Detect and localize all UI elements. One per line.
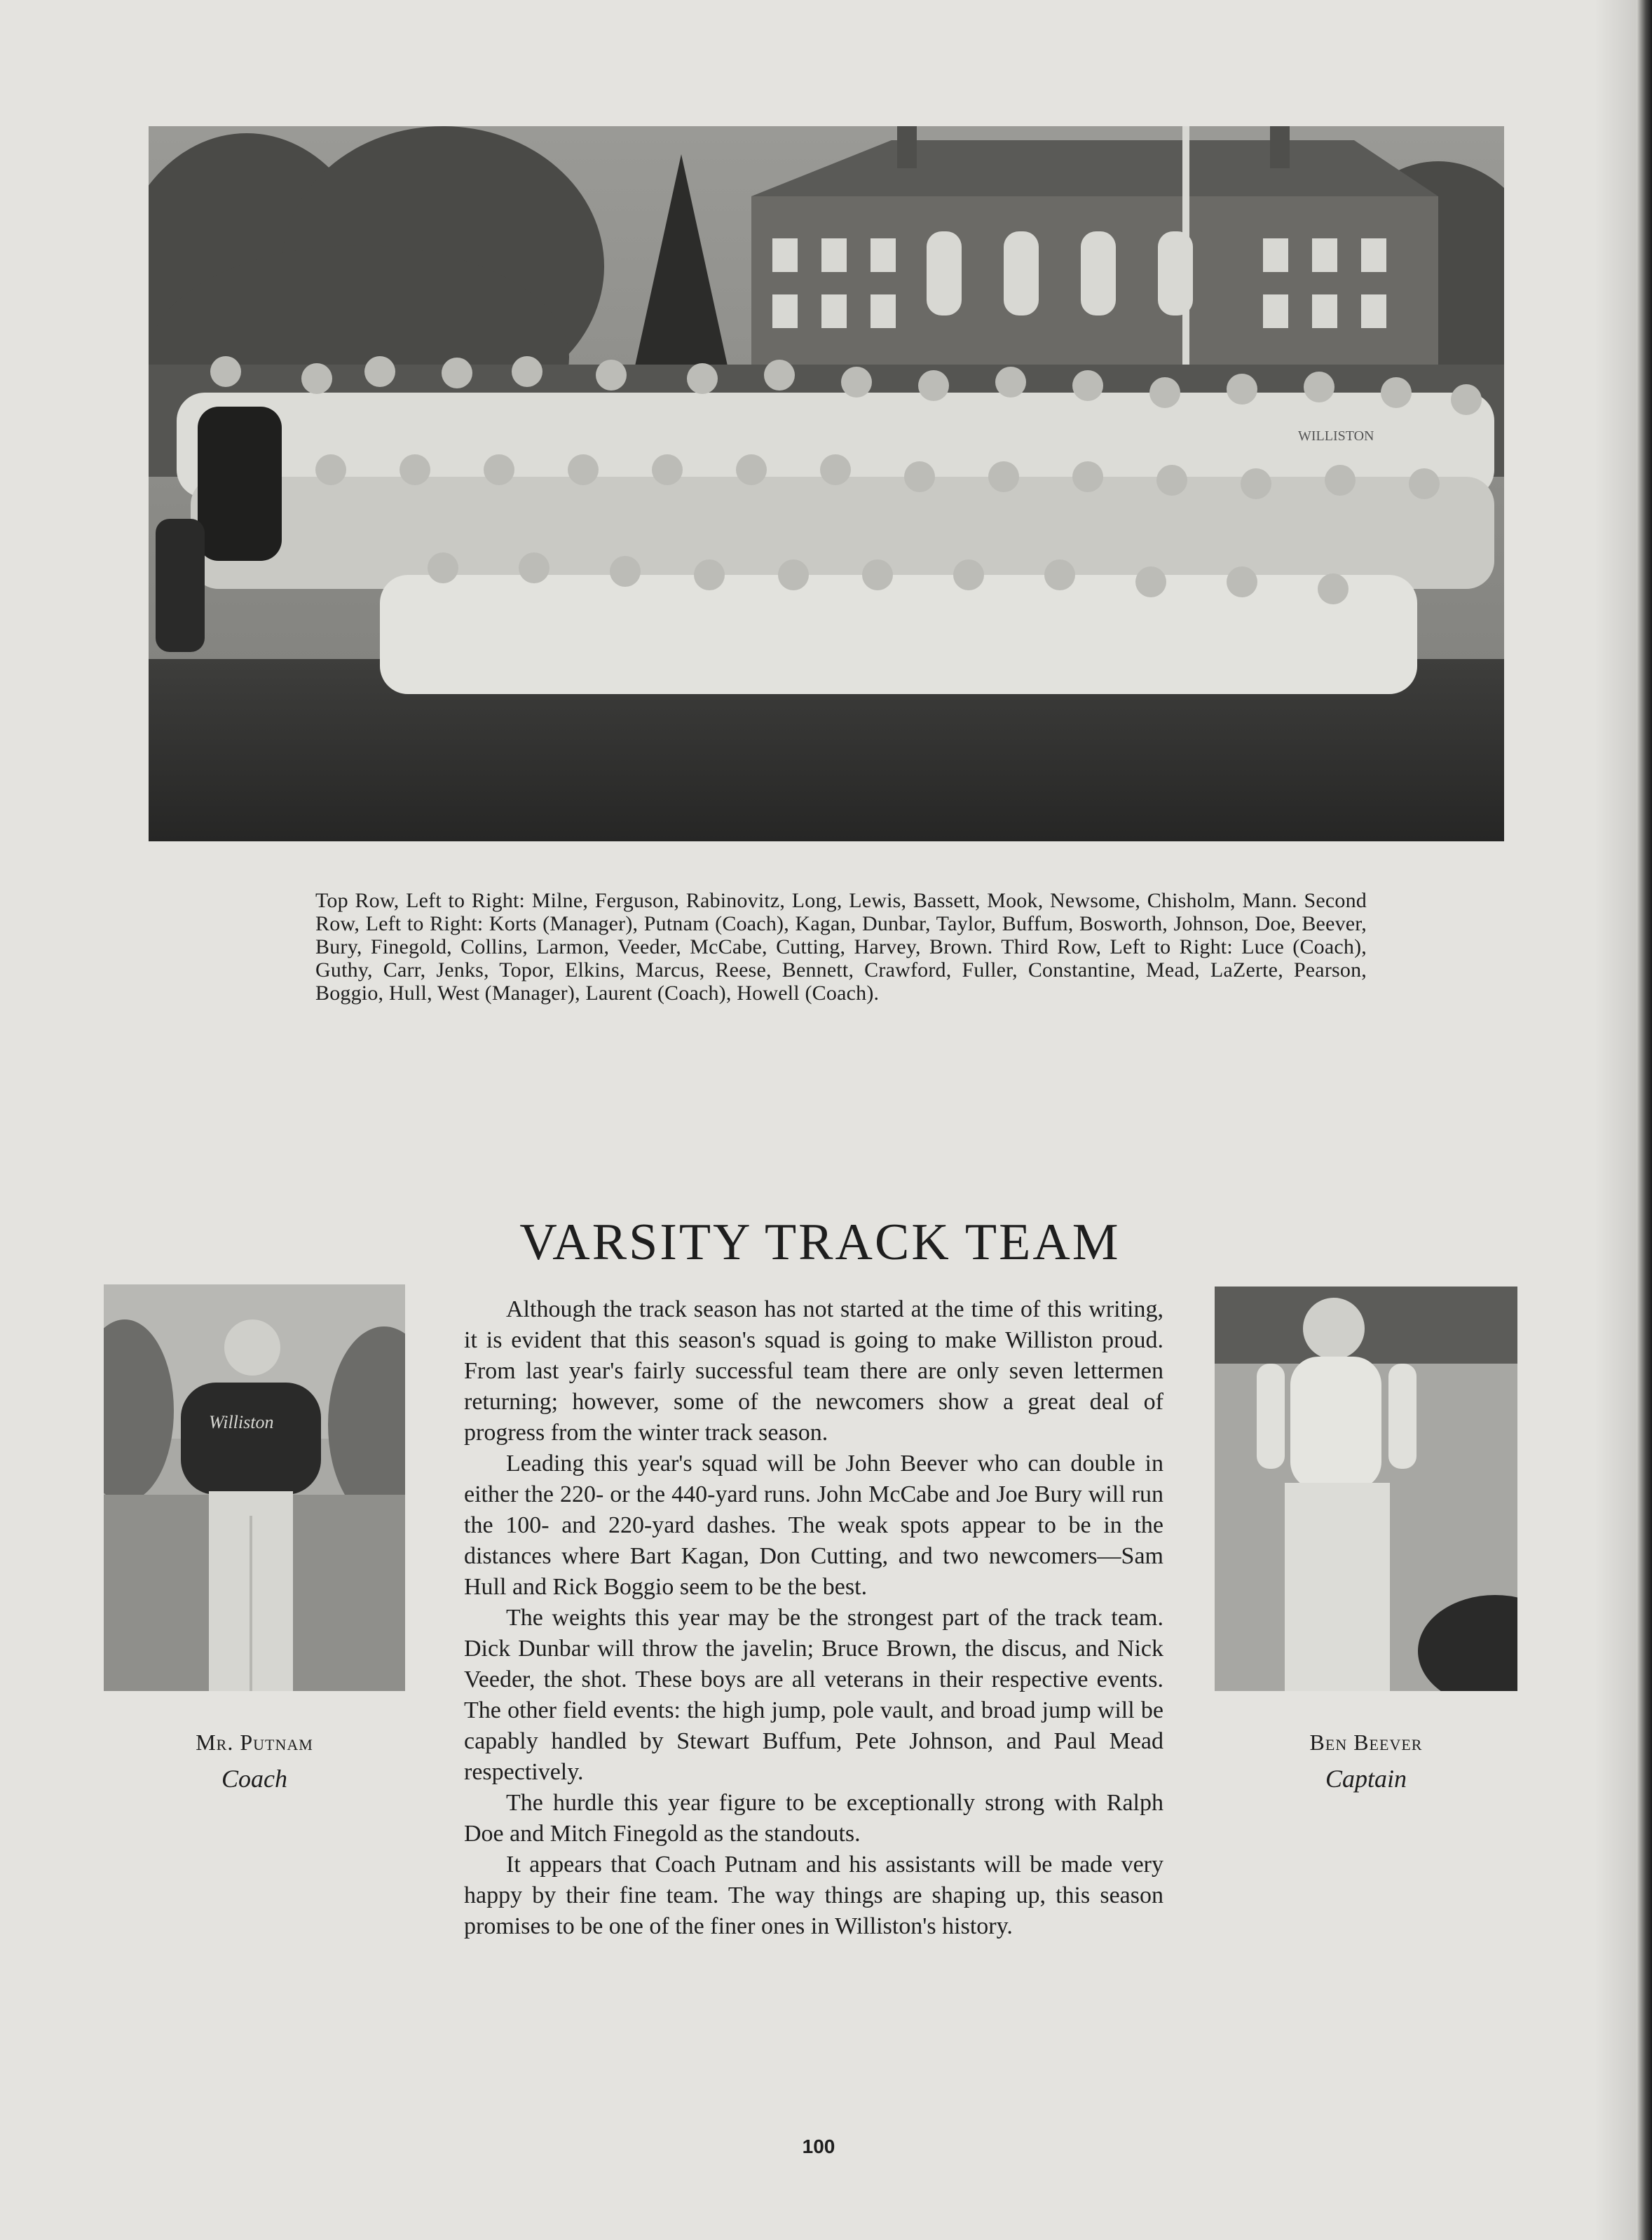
page-title: VARSITY TRACK TEAM xyxy=(519,1214,1121,1271)
article-paragraph: The weights this year may be the strongest part of the track team. Dick Dunbar will throw the javelin; Bruce Brown, the discus, and Nick Veeder, the shot. These boys are all veterans in their respective events. The other field events: the high jump, pole vault, and broad jump will be capably handled by Stewart Buffum, Pete Johnson, and Paul Mead respectively. xyxy=(464,1605,1163,1785)
coach-photograph-image xyxy=(104,1284,405,1691)
team-sweater-lettering: WILLISTON xyxy=(1298,428,1374,444)
team-photograph xyxy=(149,126,1504,841)
article-paragraph: It appears that Coach Putnam and his assistants will be made very happy by their fine team. The way things are shaping up, this season promises to be one of the finer ones in Williston's history. xyxy=(464,1852,1163,1939)
team-photograph-image xyxy=(149,126,1504,841)
coach-role: Coach xyxy=(221,1765,287,1793)
captain-name: Ben Beever xyxy=(1309,1730,1423,1755)
coach-sweater-lettering: Williston xyxy=(209,1412,274,1432)
article-body xyxy=(464,1294,1163,1942)
captain-role: Captain xyxy=(1325,1765,1407,1793)
page-binding-edge xyxy=(1637,0,1652,2240)
article-paragraph: Leading this year's squad will be John Beever who can double in either the 220- or the 440-yard runs. John McCabe and Joe Bury will run the 100- and 220-yard dashes. The weak spots appear to be in the distances where Bart Kagan, Don Cutting, and two newcomers—Sam Hull and Rick Boggio seem to be the best. xyxy=(464,1451,1163,1600)
coach-photograph xyxy=(104,1284,405,1691)
captain-photograph-image xyxy=(1215,1287,1517,1691)
article-paragraph: The hurdle this year figure to be exceptionally strong with Ralph Doe and Mitch Finegold as the standouts. xyxy=(464,1790,1163,1847)
team-photo-caption: Top Row, Left to Right: Milne, Ferguson, Rabinovitz, Long, Lewis, Bassett, Mook, Newsome, Chisholm, Mann. Second Row, Left to Right: Korts (Manager), Putnam (Coach), Kagan, Dunbar, Taylor, Buffum, Bosworth, Johnson, Doe, Beever, Bury, Finegold, Collins, Larmon, Veeder, McCabe, Cutting, Harvey, Brown. Third Row, Left to Right: Luce (Coach), Guthy, Carr, Jenks, Topor, Elkins, Marcus, Reese, Bennett, Crawford, Fuller, Constantine, Mead, LaZerte, Pearson, Boggio, Hull, West (Manager), Laurent (Coach), Howell (Coach). xyxy=(315,889,1367,1005)
article-paragraph: Although the track season has not started at the time of this writing, it is evident that this season's squad is going to make Williston proud. From last year's fairly successful team there are only seven lettermen returning; however, some of the newcomers show a great deal of progress from the winter track season. xyxy=(464,1296,1163,1446)
page-number: 100 xyxy=(802,2136,835,2157)
captain-photograph xyxy=(1215,1287,1517,1691)
page-gutter-shadow xyxy=(1595,0,1637,2240)
coach-name: Mr. Putnam xyxy=(196,1730,313,1755)
